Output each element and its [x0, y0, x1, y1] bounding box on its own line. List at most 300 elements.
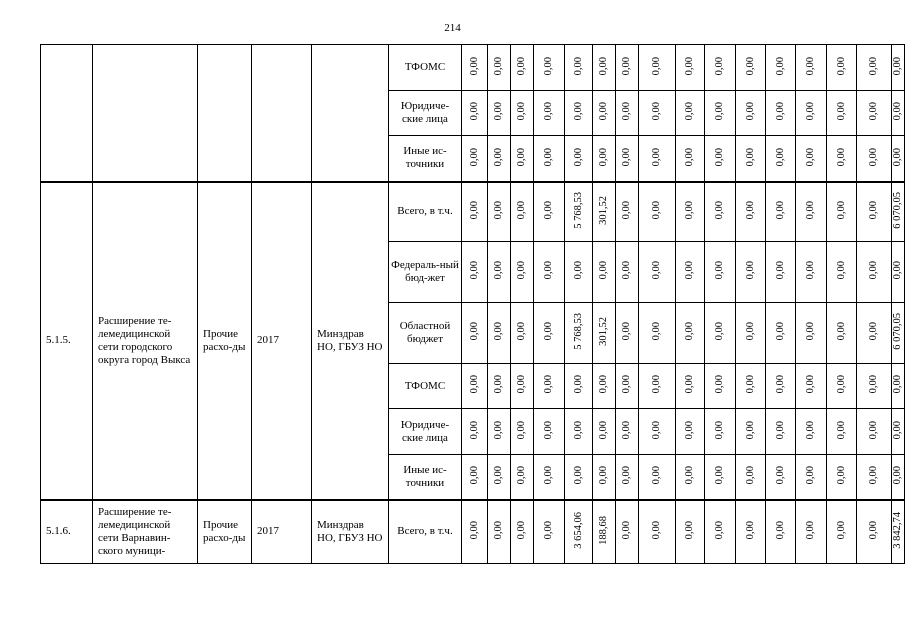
value-cell — [488, 409, 511, 455]
value-text: 0,00 — [651, 466, 662, 485]
value-text: 0,00 — [805, 56, 816, 76]
value-cell — [462, 136, 488, 182]
value-cell — [593, 182, 616, 242]
value-cell — [462, 182, 488, 242]
value-text: 0,00 — [868, 201, 879, 220]
value-text: 0,00 — [744, 102, 756, 121]
funding-source: Иные ис-точники — [389, 136, 462, 182]
value-text: 0,00 — [835, 420, 847, 440]
funding-source: ТФОМС — [389, 364, 462, 409]
value-text: 0,00 — [468, 322, 480, 341]
value-text: 0,00 — [684, 147, 695, 166]
value-text: 0,00 — [516, 147, 527, 166]
value-cell — [676, 136, 705, 182]
value-text: 0,00 — [684, 521, 695, 540]
value-text: 0,00 — [868, 375, 879, 394]
value-cell — [593, 455, 616, 500]
value-cell — [892, 455, 905, 500]
value-cell — [857, 409, 892, 455]
value-text: 0,00 — [714, 420, 725, 440]
value-text: 0,00 — [774, 375, 786, 394]
value-cell — [676, 409, 705, 455]
value-text: 0,00 — [868, 261, 879, 280]
value-cell — [534, 409, 565, 455]
value-text: 0,00 — [621, 56, 632, 76]
value-cell — [616, 182, 639, 242]
value-text: 0,00 — [684, 420, 695, 440]
value-cell — [705, 303, 736, 364]
value-text: 0,00 — [744, 261, 756, 280]
value-text: 0,00 — [835, 375, 847, 394]
value-text: 0,00 — [892, 147, 903, 166]
value-cell — [462, 455, 488, 500]
value-text: 0,00 — [516, 201, 527, 220]
value-cell — [616, 500, 639, 564]
value-text: 0,00 — [774, 201, 786, 220]
value-cell — [511, 500, 534, 564]
value-cell — [827, 500, 857, 564]
table-row — [41, 500, 905, 564]
value-text: 0,00 — [744, 147, 756, 166]
value-text: 5 768,53 — [572, 313, 584, 350]
value-text: 0,00 — [805, 521, 816, 540]
value-text: 0,00 — [835, 56, 847, 76]
value-text: 0,00 — [744, 375, 756, 394]
value-text: 0,00 — [744, 420, 756, 440]
value-text: 0,00 — [621, 261, 632, 280]
value-cell — [488, 45, 511, 91]
funding-source: ТФОМС — [389, 45, 462, 91]
value-cell — [565, 136, 593, 182]
value-text: 0,00 — [868, 420, 879, 440]
value-cell — [534, 91, 565, 136]
value-cell — [639, 364, 676, 409]
value-text: 0,00 — [774, 56, 786, 76]
value-text: 0,00 — [684, 466, 695, 485]
value-cell — [488, 303, 511, 364]
value-text: 0,00 — [572, 261, 584, 280]
value-text: 0,00 — [684, 56, 695, 76]
funding-source: Федераль-ный бюд-жет — [389, 242, 462, 303]
value-text: 0,00 — [516, 261, 527, 280]
value-cell — [796, 45, 827, 91]
value-text: 0,00 — [493, 466, 504, 485]
value-text: 0,00 — [892, 420, 903, 440]
value-text: 0,00 — [493, 521, 504, 540]
value-text: 0,00 — [805, 322, 816, 341]
value-cell — [488, 364, 511, 409]
item-number-cell — [41, 45, 93, 182]
value-cell — [705, 45, 736, 91]
value-cell — [565, 500, 593, 564]
value-cell — [796, 303, 827, 364]
value-text: 0,00 — [835, 261, 847, 280]
value-text: 0,00 — [516, 102, 527, 121]
value-text: 0,00 — [598, 261, 609, 280]
value-cell — [766, 500, 796, 564]
value-text: 0,00 — [835, 322, 847, 341]
value-cell — [857, 45, 892, 91]
value-cell — [892, 303, 905, 364]
value-text: 0,00 — [714, 102, 725, 121]
value-cell — [616, 242, 639, 303]
value-text: 3 842,74 — [892, 511, 903, 549]
value-cell — [676, 455, 705, 500]
value-text: 0,00 — [516, 521, 527, 540]
value-text: 0,00 — [835, 102, 847, 121]
value-cell — [857, 136, 892, 182]
value-text: 0,00 — [543, 261, 554, 280]
value-text: 0,00 — [621, 201, 632, 220]
value-text: 0,00 — [651, 102, 662, 121]
value-text: 0,00 — [621, 375, 632, 394]
value-cell — [736, 45, 766, 91]
value-text: 0,00 — [684, 375, 695, 394]
value-cell — [488, 455, 511, 500]
value-text: 0,00 — [774, 261, 786, 280]
value-cell — [827, 455, 857, 500]
value-text: 0,00 — [543, 147, 554, 166]
value-text: 0,00 — [468, 102, 480, 121]
value-cell — [565, 45, 593, 91]
value-cell — [705, 182, 736, 242]
value-cell — [511, 136, 534, 182]
value-text: 0,00 — [572, 420, 584, 440]
value-text: 0,00 — [621, 102, 632, 121]
value-cell — [511, 91, 534, 136]
value-text: 0,00 — [493, 56, 504, 76]
value-cell — [593, 303, 616, 364]
value-cell — [705, 500, 736, 564]
value-cell — [857, 455, 892, 500]
value-cell — [511, 455, 534, 500]
value-cell — [534, 182, 565, 242]
value-cell — [462, 303, 488, 364]
value-text: 0,00 — [493, 147, 504, 166]
value-cell — [639, 455, 676, 500]
value-cell — [857, 242, 892, 303]
year-cell — [252, 45, 312, 182]
value-cell — [796, 455, 827, 500]
value-cell — [705, 455, 736, 500]
value-text: 0,00 — [835, 466, 847, 485]
value-cell — [827, 242, 857, 303]
value-text: 6 070,05 — [892, 313, 903, 350]
value-text: 0,00 — [651, 420, 662, 440]
value-text: 0,00 — [493, 420, 504, 440]
value-text: 0,00 — [805, 147, 816, 166]
value-cell — [511, 409, 534, 455]
value-text: 0,00 — [892, 102, 903, 121]
value-cell — [892, 409, 905, 455]
value-text: 0,00 — [744, 466, 756, 485]
value-cell — [511, 242, 534, 303]
value-text: 0,00 — [598, 420, 609, 440]
value-text: 0,00 — [493, 322, 504, 341]
value-text: 0,00 — [714, 56, 725, 76]
value-cell — [796, 91, 827, 136]
value-text: 0,00 — [714, 201, 725, 220]
funding-source: Всего, в т.ч. — [389, 500, 462, 564]
value-cell — [565, 182, 593, 242]
item-number: 5.1.5. — [41, 182, 93, 500]
value-text: 0,00 — [714, 261, 725, 280]
value-cell — [488, 500, 511, 564]
value-cell — [736, 182, 766, 242]
value-cell — [705, 91, 736, 136]
value-text: 0,00 — [892, 375, 903, 394]
value-cell — [616, 364, 639, 409]
value-text: 0,00 — [621, 466, 632, 485]
funding-source: Юридиче-ские лица — [389, 91, 462, 136]
item-name: Расширение те-лемедицинской сети Варнавин-ского муници- — [93, 500, 198, 564]
value-text: 0,00 — [868, 102, 879, 121]
item-name-cell — [93, 45, 198, 182]
value-cell — [534, 45, 565, 91]
value-text: 0,00 — [543, 102, 554, 121]
value-cell — [488, 136, 511, 182]
value-text: 0,00 — [805, 375, 816, 394]
value-cell — [892, 242, 905, 303]
value-cell — [766, 182, 796, 242]
value-text: 0,00 — [774, 147, 786, 166]
value-cell — [534, 364, 565, 409]
value-text: 0,00 — [868, 521, 879, 540]
expense-type: Прочие расхо-ды — [198, 182, 252, 500]
value-text: 0,00 — [714, 147, 725, 166]
value-text: 3 654,06 — [572, 511, 584, 549]
value-cell — [639, 45, 676, 91]
value-text: 0,00 — [651, 56, 662, 76]
value-cell — [796, 500, 827, 564]
value-cell — [736, 136, 766, 182]
value-text: 0,00 — [774, 420, 786, 440]
value-text: 0,00 — [543, 56, 554, 76]
value-cell — [639, 303, 676, 364]
value-cell — [593, 91, 616, 136]
value-text: 0,00 — [714, 521, 725, 540]
value-cell — [488, 91, 511, 136]
value-cell — [565, 242, 593, 303]
value-cell — [565, 364, 593, 409]
value-cell — [462, 364, 488, 409]
executor: Минздрав НО, ГБУЗ НО — [312, 500, 389, 564]
value-text: 0,00 — [598, 147, 609, 166]
value-text: 0,00 — [684, 322, 695, 341]
value-text: 0,00 — [543, 201, 554, 220]
value-cell — [705, 242, 736, 303]
value-text: 0,00 — [543, 420, 554, 440]
value-cell — [892, 182, 905, 242]
value-cell — [676, 303, 705, 364]
value-text: 0,00 — [468, 466, 480, 485]
value-cell — [766, 242, 796, 303]
value-text: 0,00 — [835, 147, 847, 166]
value-text: 0,00 — [651, 147, 662, 166]
value-cell — [736, 303, 766, 364]
value-text: 0,00 — [468, 201, 480, 220]
value-cell — [705, 136, 736, 182]
value-text: 0,00 — [868, 322, 879, 341]
funding-source: Иные ис-точники — [389, 455, 462, 500]
funding-source: Областной бюджет — [389, 303, 462, 364]
value-cell — [857, 303, 892, 364]
value-text: 0,00 — [621, 147, 632, 166]
value-cell — [511, 45, 534, 91]
page-number: 214 — [444, 22, 461, 34]
value-text: 0,00 — [651, 375, 662, 394]
value-cell — [892, 45, 905, 91]
value-cell — [488, 242, 511, 303]
executor-cell — [312, 45, 389, 182]
funding-source: Юридиче-ские лица — [389, 409, 462, 455]
value-text: 0,00 — [493, 102, 504, 121]
value-cell — [892, 136, 905, 182]
value-text: 0,00 — [868, 147, 879, 166]
value-cell — [616, 303, 639, 364]
value-cell — [827, 364, 857, 409]
value-text: 0,00 — [598, 466, 609, 485]
value-cell — [488, 182, 511, 242]
value-cell — [616, 409, 639, 455]
value-text: 0,00 — [651, 261, 662, 280]
value-cell — [593, 500, 616, 564]
value-text: 0,00 — [516, 56, 527, 76]
value-cell — [766, 303, 796, 364]
value-text: 0,00 — [805, 201, 816, 220]
value-cell — [511, 364, 534, 409]
value-cell — [827, 91, 857, 136]
value-cell — [593, 409, 616, 455]
value-text: 0,00 — [892, 466, 903, 485]
value-cell — [639, 242, 676, 303]
value-text: 0,00 — [543, 521, 554, 540]
value-text: 0,00 — [598, 102, 609, 121]
value-cell — [462, 45, 488, 91]
value-text: 0,00 — [543, 375, 554, 394]
value-text: 0,00 — [714, 322, 725, 341]
value-cell — [796, 409, 827, 455]
value-text: 0,00 — [468, 147, 480, 166]
value-text: 0,00 — [468, 261, 480, 280]
value-cell — [462, 91, 488, 136]
value-cell — [565, 409, 593, 455]
value-text: 0,00 — [543, 322, 554, 341]
value-cell — [616, 91, 639, 136]
value-text: 0,00 — [598, 375, 609, 394]
value-text: 0,00 — [516, 322, 527, 341]
value-text: 0,00 — [621, 420, 632, 440]
value-cell — [736, 409, 766, 455]
value-cell — [796, 182, 827, 242]
value-cell — [676, 45, 705, 91]
value-text: 0,00 — [651, 521, 662, 540]
value-cell — [616, 136, 639, 182]
value-cell — [705, 409, 736, 455]
value-text: 0,00 — [744, 201, 756, 220]
value-cell — [639, 182, 676, 242]
value-text: 0,00 — [493, 201, 504, 220]
value-cell — [676, 364, 705, 409]
value-cell — [534, 136, 565, 182]
value-cell — [639, 136, 676, 182]
value-text: 0,00 — [493, 261, 504, 280]
value-text: 0,00 — [805, 420, 816, 440]
value-text: 0,00 — [684, 201, 695, 220]
value-cell — [676, 91, 705, 136]
value-cell — [534, 500, 565, 564]
value-text: 188,68 — [598, 515, 609, 545]
value-text: 0,00 — [835, 201, 847, 220]
value-cell — [534, 242, 565, 303]
value-cell — [892, 500, 905, 564]
value-text: 0,00 — [572, 56, 584, 76]
value-cell — [639, 500, 676, 564]
value-cell — [766, 91, 796, 136]
value-text: 0,00 — [516, 466, 527, 485]
value-text: 0,00 — [805, 466, 816, 485]
value-text: 0,00 — [572, 375, 584, 394]
value-cell — [796, 364, 827, 409]
value-cell — [593, 242, 616, 303]
value-text: 0,00 — [774, 521, 786, 540]
executor: Минздрав НО, ГБУЗ НО — [312, 182, 389, 500]
value-text: 0,00 — [714, 375, 725, 394]
value-text: 0,00 — [468, 375, 480, 394]
expense-type-cell — [198, 45, 252, 182]
table-row — [41, 45, 905, 91]
value-cell — [639, 91, 676, 136]
value-text: 0,00 — [621, 322, 632, 341]
value-cell — [892, 364, 905, 409]
value-cell — [705, 364, 736, 409]
value-cell — [766, 409, 796, 455]
value-cell — [534, 455, 565, 500]
value-cell — [511, 303, 534, 364]
value-cell — [565, 91, 593, 136]
value-text: 0,00 — [572, 147, 584, 166]
value-cell — [857, 500, 892, 564]
value-cell — [766, 364, 796, 409]
value-text: 301,52 — [598, 195, 609, 225]
value-cell — [511, 182, 534, 242]
value-cell — [736, 364, 766, 409]
value-cell — [676, 500, 705, 564]
value-cell — [593, 136, 616, 182]
value-text: 0,00 — [892, 261, 903, 280]
item-name: Расширение те-лемедицинской сети городского округа город Выкса — [93, 182, 198, 500]
value-cell — [857, 182, 892, 242]
value-text: 0,00 — [684, 261, 695, 280]
value-cell — [766, 455, 796, 500]
value-cell — [534, 303, 565, 364]
value-cell — [827, 136, 857, 182]
item-year: 2017 — [252, 182, 312, 500]
value-cell — [462, 242, 488, 303]
value-text: 0,00 — [651, 201, 662, 220]
value-cell — [736, 91, 766, 136]
value-text: 0,00 — [892, 56, 903, 76]
value-text: 0,00 — [621, 521, 632, 540]
value-text: 0,00 — [598, 56, 609, 76]
value-cell — [736, 455, 766, 500]
value-text: 0,00 — [516, 420, 527, 440]
value-cell — [827, 45, 857, 91]
value-cell — [796, 242, 827, 303]
item-year: 2017 — [252, 500, 312, 564]
value-cell — [857, 91, 892, 136]
value-text: 0,00 — [744, 521, 756, 540]
